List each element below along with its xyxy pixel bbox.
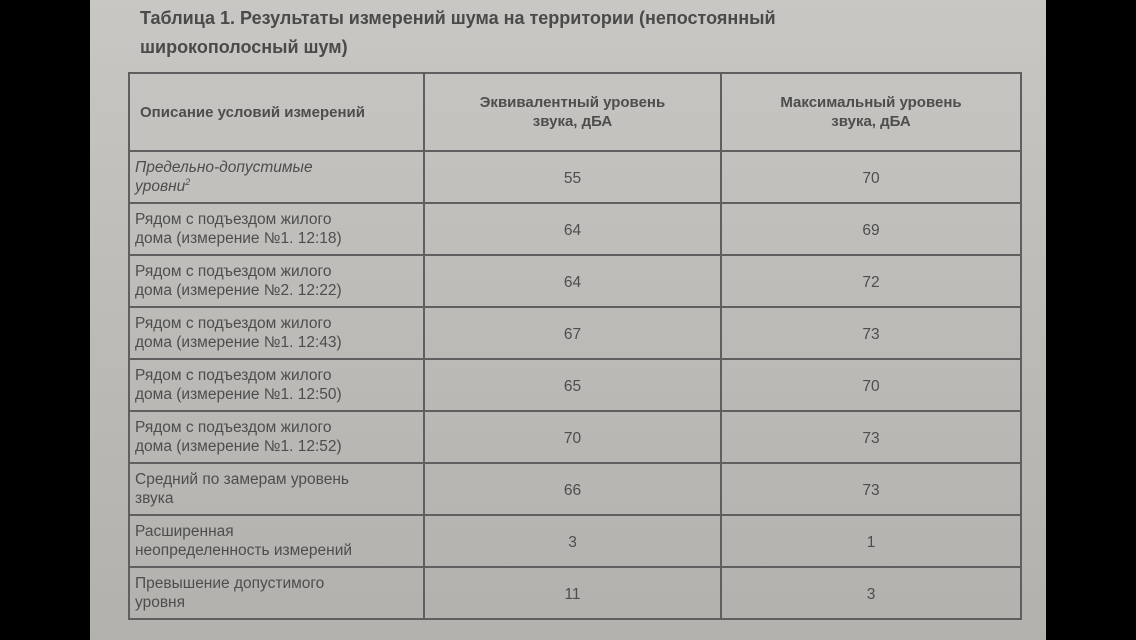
row-description xyxy=(129,359,424,411)
row-description-line-2: дома (измерение №1. 12:50) xyxy=(135,386,342,403)
table-row xyxy=(129,411,1021,463)
row-description xyxy=(129,567,424,619)
row-description-line-1: Предельно-допустимые xyxy=(135,159,313,176)
equivalent-value: 65 xyxy=(424,359,721,411)
row-description xyxy=(129,151,424,203)
equivalent-value: 55 xyxy=(424,151,721,203)
header-equivalent-line-1: Эквивалентный уровень xyxy=(479,94,666,111)
row-description-line-2: дома (измерение №1. 12:43) xyxy=(135,334,342,351)
equivalent-value: 64 xyxy=(424,255,721,307)
table-row xyxy=(129,151,1021,203)
row-description-line-1: Рядом с подъездом жилого xyxy=(135,419,332,436)
table-row xyxy=(129,203,1021,255)
maximum-value: 73 xyxy=(721,411,1021,463)
maximum-value: 70 xyxy=(721,151,1021,203)
maximum-value: 70 xyxy=(721,359,1021,411)
header-description xyxy=(129,73,424,151)
table-caption-line-2: широкополосный шум) xyxy=(140,37,348,57)
row-description xyxy=(129,463,424,515)
equivalent-value: 70 xyxy=(424,411,721,463)
equivalent-value: 66 xyxy=(424,463,721,515)
equivalent-value: 11 xyxy=(424,567,721,619)
table-row xyxy=(129,515,1021,567)
table-row xyxy=(129,307,1021,359)
row-description-line-2: неопределенность измерений xyxy=(135,542,353,559)
equivalent-value: 67 xyxy=(424,307,721,359)
row-description xyxy=(129,307,424,359)
row-description-line-1: Расширенная xyxy=(135,523,234,540)
maximum-value: 73 xyxy=(721,307,1021,359)
row-description-line-1: Превышение допустимого xyxy=(135,575,325,592)
row-description xyxy=(129,255,424,307)
header-description-label: Описание условий измерений xyxy=(140,103,365,121)
row-description-line-1: Рядом с подъездом жилого xyxy=(135,367,332,384)
table-caption xyxy=(140,4,776,62)
table-row xyxy=(129,255,1021,307)
table-caption-line-1: Таблица 1. Результаты измерений шума на территории (непостоянный xyxy=(140,8,776,28)
row-description-line-1: Рядом с подъездом жилого xyxy=(135,263,332,280)
header-maximum-level xyxy=(721,73,1021,151)
header-equivalent-level xyxy=(424,73,721,151)
table-row xyxy=(129,567,1021,619)
row-description-line-2: звука xyxy=(135,490,174,507)
row-description-line-1: Рядом с подъездом жилого xyxy=(135,315,332,332)
row-description-line-2: уровни xyxy=(135,178,186,195)
document-page xyxy=(90,0,1046,640)
header-maximum-line-2: звука, дБА xyxy=(831,113,911,130)
header-equivalent-line-2: звука, дБА xyxy=(532,113,613,130)
row-description-line-1: Средний по замерам уровень xyxy=(135,471,349,488)
maximum-value: 72 xyxy=(721,255,1021,307)
noise-results-table xyxy=(128,72,1022,620)
maximum-value: 1 xyxy=(721,515,1021,567)
footnote-mark: 2 xyxy=(185,176,191,187)
maximum-value: 3 xyxy=(721,567,1021,619)
maximum-value: 69 xyxy=(721,203,1021,255)
row-description-line-2: дома (измерение №1. 12:52) xyxy=(135,438,342,455)
row-description xyxy=(129,515,424,567)
row-description xyxy=(129,411,424,463)
equivalent-value: 64 xyxy=(424,203,721,255)
table-header-row xyxy=(129,73,1021,151)
row-description-line-2: дома (измерение №1. 12:18) xyxy=(135,230,342,247)
row-description xyxy=(129,203,424,255)
row-description-line-1: Рядом с подъездом жилого xyxy=(135,211,332,228)
table-row xyxy=(129,463,1021,515)
equivalent-value: 3 xyxy=(424,515,721,567)
row-description-line-2: уровня xyxy=(135,594,186,611)
row-description-line-2: дома (измерение №2. 12:22) xyxy=(135,282,342,299)
header-maximum-line-1: Максимальный уровень xyxy=(780,94,962,111)
table-row xyxy=(129,359,1021,411)
maximum-value: 73 xyxy=(721,463,1021,515)
